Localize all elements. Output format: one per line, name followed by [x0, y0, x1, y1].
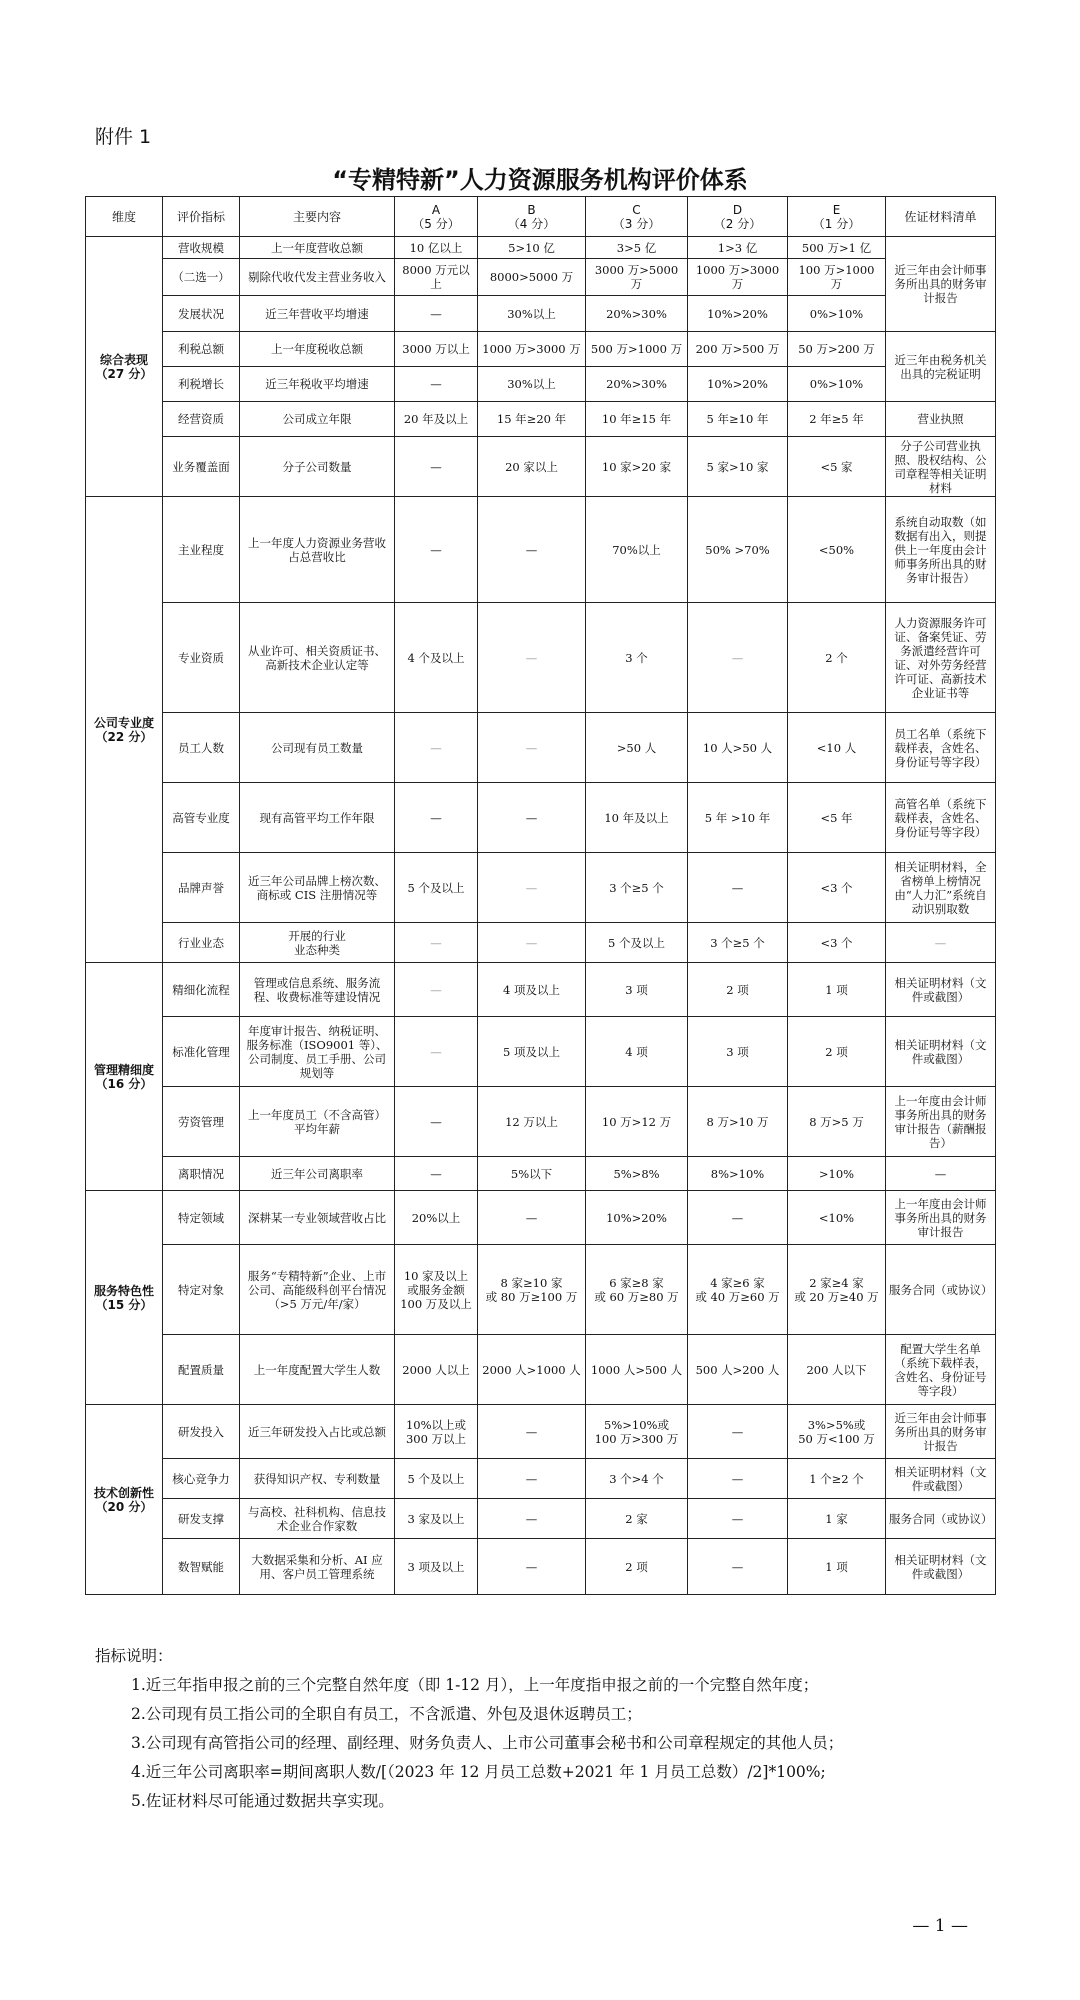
grade-b-cell: — — [478, 497, 586, 603]
grade-c-cell: 500 万>1000 万 — [586, 332, 688, 367]
grade-c-cell: 5 个及以上 — [586, 923, 688, 963]
header-row — [86, 197, 996, 237]
grade-b-cell: — — [478, 1499, 586, 1539]
table-row — [86, 402, 996, 437]
header-e: E （1 分） — [788, 197, 886, 237]
grade-a-cell: 3 家及以上 — [395, 1499, 478, 1539]
grade-d-cell: 3 项 — [688, 1017, 788, 1087]
grade-a-cell: — — [395, 437, 478, 497]
grade-a-cell: 3 项及以上 — [395, 1539, 478, 1595]
table-row — [86, 332, 996, 367]
dimension-cell: 管理精细度 （16 分） — [86, 963, 163, 1191]
table-row — [86, 237, 996, 259]
grade-c-cell: 6 家≥8 家 或 60 万≥80 万 — [586, 1245, 688, 1335]
dimension-cell: 技术创新性 （20 分） — [86, 1405, 163, 1595]
grade-c-cell: 70%以上 — [586, 497, 688, 603]
header-content: 主要内容 — [240, 197, 395, 237]
header-indicator: 评价指标 — [163, 197, 240, 237]
table-row — [86, 1087, 996, 1157]
header-dimension: 维度 — [86, 197, 163, 237]
table-row — [86, 1539, 996, 1595]
content-cell: 近三年营收平均增速 — [240, 296, 395, 332]
grade-a-cell: 5 个及以上 — [395, 853, 478, 923]
grade-d-cell: — — [688, 1539, 788, 1595]
content-cell: 服务“专精特新”企业、上市公司、高能级科创平台情况（>5 万元/年/家） — [240, 1245, 395, 1335]
indicator-cell: 数智赋能 — [163, 1539, 240, 1595]
grade-b-cell: 8000>5000 万 — [478, 259, 586, 296]
indicator-cell: 主业程度 — [163, 497, 240, 603]
content-cell: 获得知识产权、专利数量 — [240, 1459, 395, 1499]
table-row — [86, 1245, 996, 1335]
grade-b-cell: 5 项及以上 — [478, 1017, 586, 1087]
content-cell: 分子公司数量 — [240, 437, 395, 497]
grade-c-cell: 20%>30% — [586, 367, 688, 402]
grade-d-cell: — — [688, 1459, 788, 1499]
grade-c-cell: 10 万>12 万 — [586, 1087, 688, 1157]
grade-d-cell: 3 个≥5 个 — [688, 923, 788, 963]
content-cell: 上一年度配置大学生人数 — [240, 1335, 395, 1405]
evidence-cell: 相关证明材料（文件或截图） — [886, 963, 996, 1017]
header-evidence: 佐证材料清单 — [886, 197, 996, 237]
evidence-cell: 近三年由会计师事务所出具的财务审计报告 — [886, 1405, 996, 1459]
note-item: 4.近三年公司离职率=期间离职人数/[（2023 年 12 月员工总数+2021 年 1 月员工总数）/2]*100%; — [131, 1763, 826, 1781]
indicator-cell: 离职情况 — [163, 1157, 240, 1191]
evidence-cell: 相关证明材料（文件或截图） — [886, 1539, 996, 1595]
grade-d-cell: 1>3 亿 — [688, 237, 788, 259]
indicator-cell: （二选一） — [163, 259, 240, 296]
evidence-cell: 相关证明材料，全省榜单上榜情况由“人力汇”系统自动识别取数 — [886, 853, 996, 923]
grade-e-cell: 2 个 — [788, 603, 886, 713]
grade-a-cell: 20 年及以上 — [395, 402, 478, 437]
grade-d-cell: 500 人>200 人 — [688, 1335, 788, 1405]
table-row — [86, 853, 996, 923]
grade-d-cell: — — [688, 853, 788, 923]
grade-c-cell: 3 项 — [586, 963, 688, 1017]
grade-b-cell: — — [478, 1459, 586, 1499]
grade-e-cell: 2 家≥4 家 或 20 万≥40 万 — [788, 1245, 886, 1335]
grade-a-cell: 10 家及以上 或服务金额 100 万及以上 — [395, 1245, 478, 1335]
content-cell: 大数据采集和分析、AI 应用、客户员工管理系统 — [240, 1539, 395, 1595]
content-cell: 剔除代收代发主营业务收入 — [240, 259, 395, 296]
grade-c-cell: 20%>30% — [586, 296, 688, 332]
grade-b-cell: 15 年≥20 年 — [478, 402, 586, 437]
evidence-cell: 上一年度由会计师事务所出具的财务审计报告 — [886, 1191, 996, 1245]
evidence-cell: 配置大学生名单（系统下载样表，含姓名、身份证号等字段） — [886, 1335, 996, 1405]
table-row — [86, 437, 996, 497]
grade-e-cell: <10 人 — [788, 713, 886, 783]
grade-c-cell: 3 个≥5 个 — [586, 853, 688, 923]
content-cell: 上一年度员工（不含高管）平均年薪 — [240, 1087, 395, 1157]
indicator-cell: 配置质量 — [163, 1335, 240, 1405]
grade-e-cell: <10% — [788, 1191, 886, 1245]
grade-e-cell: 8 万>5 万 — [788, 1087, 886, 1157]
grade-c-cell: 2 家 — [586, 1499, 688, 1539]
header-c: C （3 分） — [586, 197, 688, 237]
grade-a-cell: 3000 万以上 — [395, 332, 478, 367]
evidence-cell: 近三年由会计师事务所出具的财务审计报告 — [886, 237, 996, 332]
indicator-cell: 特定对象 — [163, 1245, 240, 1335]
grade-d-cell: — — [688, 1499, 788, 1539]
table-row — [86, 259, 996, 296]
grade-e-cell: 100 万>1000 万 — [788, 259, 886, 296]
grade-b-cell: — — [478, 713, 586, 783]
indicator-cell: 核心竞争力 — [163, 1459, 240, 1499]
document-title: “专精特新”人力资源服务机构评价体系 — [332, 166, 748, 194]
grade-b-cell: 5%以下 — [478, 1157, 586, 1191]
evidence-cell: — — [886, 923, 996, 963]
grade-e-cell: <3 个 — [788, 923, 886, 963]
grade-d-cell: — — [688, 1405, 788, 1459]
grade-d-cell: — — [688, 1191, 788, 1245]
grade-b-cell: — — [478, 923, 586, 963]
note-item: 3.公司现有高管指公司的经理、副经理、财务负责人、上市公司董事会秘书和公司章程规定的其他人员； — [131, 1734, 844, 1752]
content-cell: 上一年度营收总额 — [240, 237, 395, 259]
table-row — [86, 1459, 996, 1499]
table-row — [86, 296, 996, 332]
content-cell: 年度审计报告、纳税证明、服务标准（ISO9001 等）、公司制度、员工手册、公司规划等 — [240, 1017, 395, 1087]
table-row — [86, 367, 996, 402]
grade-e-cell: 1 个≥2 个 — [788, 1459, 886, 1499]
grade-e-cell: 2 年≥5 年 — [788, 402, 886, 437]
grade-d-cell: 5 年 >10 年 — [688, 783, 788, 853]
grade-d-cell: 8%>10% — [688, 1157, 788, 1191]
grade-b-cell: 30%以上 — [478, 296, 586, 332]
table-row — [86, 1499, 996, 1539]
attachment-label: 附件 1 — [95, 126, 152, 148]
indicator-cell: 利税总额 — [163, 332, 240, 367]
content-cell: 上一年度人力资源业务营收占总营收比 — [240, 497, 395, 603]
grade-a-cell: 4 个及以上 — [395, 603, 478, 713]
grade-b-cell: — — [478, 1405, 586, 1459]
grade-d-cell: — — [688, 603, 788, 713]
header-d: D （2 分） — [688, 197, 788, 237]
header-b: B （4 分） — [478, 197, 586, 237]
grade-c-cell: 3 个 — [586, 603, 688, 713]
grade-a-cell: — — [395, 1087, 478, 1157]
evidence-cell: 分子公司营业执照、股权结构、公司章程等相关证明材料 — [886, 437, 996, 497]
grade-b-cell: — — [478, 603, 586, 713]
indicator-cell: 发展状况 — [163, 296, 240, 332]
grade-e-cell: 0%>10% — [788, 296, 886, 332]
grade-e-cell: 50 万>200 万 — [788, 332, 886, 367]
grade-c-cell: 1000 人>500 人 — [586, 1335, 688, 1405]
table-row — [86, 713, 996, 783]
note-item: 1.近三年指申报之前的三个完整自然年度（即 1-12 月），上一年度指申报之前的一个完整自然年度； — [131, 1676, 819, 1694]
dimension-cell: 综合表现 （27 分） — [86, 237, 163, 497]
content-cell: 公司现有员工数量 — [240, 713, 395, 783]
grade-c-cell: 10 年≥15 年 — [586, 402, 688, 437]
grade-b-cell: — — [478, 853, 586, 923]
indicator-cell: 劳资管理 — [163, 1087, 240, 1157]
grade-b-cell: — — [478, 783, 586, 853]
grade-c-cell: 5%>8% — [586, 1157, 688, 1191]
indicator-cell: 精细化流程 — [163, 963, 240, 1017]
content-cell: 近三年公司离职率 — [240, 1157, 395, 1191]
dimension-cell: 公司专业度 （22 分） — [86, 497, 163, 963]
grade-c-cell: 5%>10%或 100 万>300 万 — [586, 1405, 688, 1459]
grade-c-cell: 4 项 — [586, 1017, 688, 1087]
grade-a-cell: — — [395, 367, 478, 402]
grade-d-cell: 5 家>10 家 — [688, 437, 788, 497]
table-row — [86, 1191, 996, 1245]
table-row — [86, 1335, 996, 1405]
indicator-cell: 经营资质 — [163, 402, 240, 437]
table-row — [86, 603, 996, 713]
indicator-cell: 员工人数 — [163, 713, 240, 783]
notes-title: 指标说明： — [95, 1647, 173, 1665]
content-cell: 近三年研发投入占比或总额 — [240, 1405, 395, 1459]
content-cell: 近三年公司品牌上榜次数、商标或 CIS 注册情况等 — [240, 853, 395, 923]
grade-e-cell: 1 项 — [788, 1539, 886, 1595]
dimension-cell: 服务特色性 （15 分） — [86, 1191, 163, 1405]
grade-a-cell: — — [395, 713, 478, 783]
note-item: 5.佐证材料尽可能通过数据共享实现。 — [131, 1792, 394, 1810]
grade-e-cell: 200 人以下 — [788, 1335, 886, 1405]
grade-e-cell: >10% — [788, 1157, 886, 1191]
grade-d-cell: 2 项 — [688, 963, 788, 1017]
content-cell: 管理或信息系统、服务流程、收费标准等建设情况 — [240, 963, 395, 1017]
evidence-cell: 服务合同（或协议） — [886, 1245, 996, 1335]
evidence-cell: 相关证明材料（文件或截图） — [886, 1017, 996, 1087]
table-row — [86, 1157, 996, 1191]
indicator-cell: 行业业态 — [163, 923, 240, 963]
evidence-cell: 员工名单（系统下载样表，含姓名、身份证号等字段） — [886, 713, 996, 783]
grade-e-cell: 3%>5%或 50 万<100 万 — [788, 1405, 886, 1459]
content-cell: 与高校、社科机构、信息技术企业合作家数 — [240, 1499, 395, 1539]
table-row — [86, 1405, 996, 1459]
grade-a-cell: — — [395, 1157, 478, 1191]
grade-d-cell: 1000 万>3000 万 — [688, 259, 788, 296]
grade-a-cell: 5 个及以上 — [395, 1459, 478, 1499]
grade-b-cell: — — [478, 1191, 586, 1245]
evidence-cell: 服务合同（或协议） — [886, 1499, 996, 1539]
grade-e-cell: <50% — [788, 497, 886, 603]
evidence-cell: 近三年由税务机关出具的完税证明 — [886, 332, 996, 402]
grade-c-cell: 10 家>20 家 — [586, 437, 688, 497]
grade-a-cell: — — [395, 497, 478, 603]
grade-c-cell: 10%>20% — [586, 1191, 688, 1245]
grade-e-cell: <5 年 — [788, 783, 886, 853]
grade-d-cell: 10 人>50 人 — [688, 713, 788, 783]
evidence-cell: 系统自动取数（如数据有出入，则提供上一年度由会计师事务所出具的财务审计报告） — [886, 497, 996, 603]
grade-b-cell: 30%以上 — [478, 367, 586, 402]
grade-b-cell: 20 家以上 — [478, 437, 586, 497]
grade-a-cell: 10%以上或 300 万以上 — [395, 1405, 478, 1459]
indicator-cell: 专业资质 — [163, 603, 240, 713]
notes-section — [95, 1642, 843, 1816]
grade-a-cell: — — [395, 1017, 478, 1087]
grade-a-cell: 10 亿以上 — [395, 237, 478, 259]
grade-e-cell: 500 万>1 亿 — [788, 237, 886, 259]
indicator-cell: 高管专业度 — [163, 783, 240, 853]
evidence-cell: 人力资源服务许可证、备案凭证、劳务派遣经营许可证、对外劳务经营许可证、高新技术企业证书等 — [886, 603, 996, 713]
grade-c-cell: 2 项 — [586, 1539, 688, 1595]
grade-a-cell: — — [395, 783, 478, 853]
grade-a-cell: 20%以上 — [395, 1191, 478, 1245]
grade-b-cell: 2000 人>1000 人 — [478, 1335, 586, 1405]
content-cell: 公司成立年限 — [240, 402, 395, 437]
content-cell: 上一年度税收总额 — [240, 332, 395, 367]
evidence-cell: 相关证明材料（文件或截图） — [886, 1459, 996, 1499]
grade-e-cell: <5 家 — [788, 437, 886, 497]
grade-d-cell: 10%>20% — [688, 367, 788, 402]
evidence-cell: — — [886, 1157, 996, 1191]
grade-e-cell: 1 项 — [788, 963, 886, 1017]
table-row — [86, 1017, 996, 1087]
indicator-cell: 研发投入 — [163, 1405, 240, 1459]
grade-d-cell: 8 万>10 万 — [688, 1087, 788, 1157]
content-cell: 从业许可、相关资质证书、高新技术企业认定等 — [240, 603, 395, 713]
grade-b-cell: 5>10 亿 — [478, 237, 586, 259]
grade-b-cell: 1000 万>3000 万 — [478, 332, 586, 367]
indicator-cell: 标准化管理 — [163, 1017, 240, 1087]
grade-a-cell: — — [395, 963, 478, 1017]
grade-c-cell: 3>5 亿 — [586, 237, 688, 259]
grade-b-cell: — — [478, 1539, 586, 1595]
content-cell: 深耕某一专业领域营收占比 — [240, 1191, 395, 1245]
evaluation-table — [85, 196, 996, 1595]
grade-d-cell: 4 家≥6 家 或 40 万≥60 万 — [688, 1245, 788, 1335]
table-row — [86, 497, 996, 603]
note-item: 2.公司现有员工指公司的全职自有员工，不含派遣、外包及退休返聘员工； — [131, 1705, 642, 1723]
grade-c-cell: >50 人 — [586, 713, 688, 783]
evidence-cell: 上一年度由会计师事务所出具的财务审计报告（薪酬报告） — [886, 1087, 996, 1157]
grade-a-cell: 8000 万元以上 — [395, 259, 478, 296]
indicator-cell: 研发支撑 — [163, 1499, 240, 1539]
grade-b-cell: 4 项及以上 — [478, 963, 586, 1017]
table-row — [86, 963, 996, 1017]
grade-e-cell: <3 个 — [788, 853, 886, 923]
grade-e-cell: 0%>10% — [788, 367, 886, 402]
grade-d-cell: 5 年≥10 年 — [688, 402, 788, 437]
grade-a-cell: — — [395, 296, 478, 332]
indicator-cell: 品牌声誉 — [163, 853, 240, 923]
evidence-cell: 营业执照 — [886, 402, 996, 437]
indicator-cell: 利税增长 — [163, 367, 240, 402]
grade-c-cell: 10 年及以上 — [586, 783, 688, 853]
grade-d-cell: 10%>20% — [688, 296, 788, 332]
indicator-cell: 业务覆盖面 — [163, 437, 240, 497]
content-cell: 现有高管平均工作年限 — [240, 783, 395, 853]
page-number: — 1 — — [912, 1916, 968, 1936]
indicator-cell: 营收规模 — [163, 237, 240, 259]
grade-a-cell: 2000 人以上 — [395, 1335, 478, 1405]
content-cell: 开展的行业 业态种类 — [240, 923, 395, 963]
grade-e-cell: 1 家 — [788, 1499, 886, 1539]
content-cell: 近三年税收平均增速 — [240, 367, 395, 402]
grade-e-cell: 2 项 — [788, 1017, 886, 1087]
table-row — [86, 783, 996, 853]
grade-d-cell: 200 万>500 万 — [688, 332, 788, 367]
grade-c-cell: 3000 万>5000 万 — [586, 259, 688, 296]
evidence-cell: 高管名单（系统下载样表，含姓名、身份证号等字段） — [886, 783, 996, 853]
grade-c-cell: 3 个>4 个 — [586, 1459, 688, 1499]
grade-d-cell: 50% >70% — [688, 497, 788, 603]
table-row — [86, 923, 996, 963]
header-a: A （5 分） — [395, 197, 478, 237]
grade-b-cell: 12 万以上 — [478, 1087, 586, 1157]
grade-b-cell: 8 家≥10 家 或 80 万≥100 万 — [478, 1245, 586, 1335]
grade-a-cell: — — [395, 923, 478, 963]
indicator-cell: 特定领域 — [163, 1191, 240, 1245]
